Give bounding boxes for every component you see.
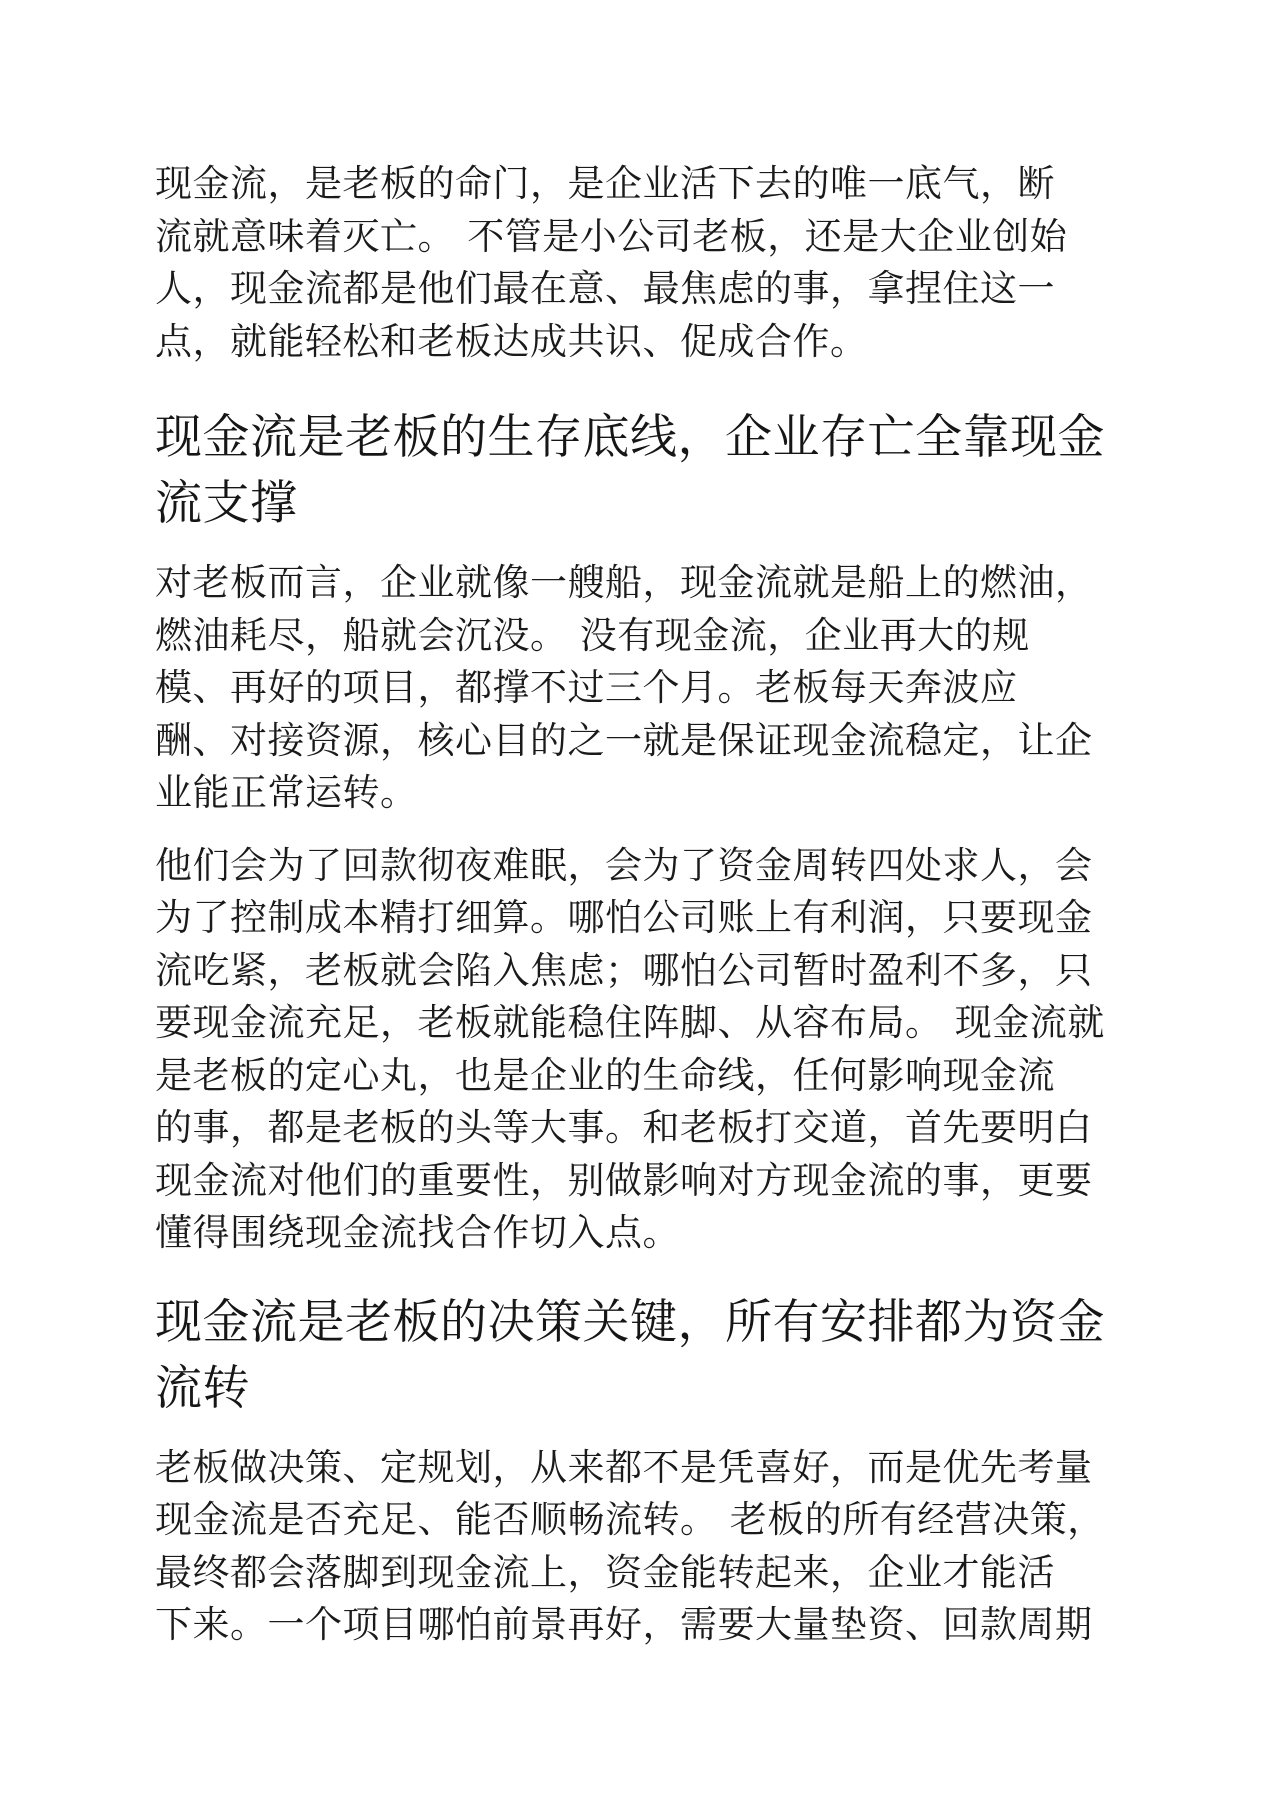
heading-line: 流转	[155, 1360, 250, 1416]
text-line: 他们会为了回款彻夜难眠，会为了资金周转四处求人，会	[155, 843, 1093, 887]
text-line: 酬、对接资源，核心目的之一就是保证现金流稳定，让企	[155, 718, 1093, 762]
intro-paragraph	[155, 158, 1115, 368]
document-page	[155, 158, 1115, 1652]
text-line: 流吃紧，老板就会陷入焦虑；哪怕公司暂时盈利不多，只	[155, 948, 1093, 992]
text-line: 为了控制成本精打细算。哪怕公司账上有利润，只要现金	[155, 896, 1093, 939]
text-line: 的事，都是老板的头等大事。和老板打交道，首先要明白	[155, 1106, 1093, 1149]
section2-paragraph-1	[155, 1442, 1115, 1652]
section-heading-survival	[155, 405, 1115, 537]
section1-paragraph-1	[155, 557, 1115, 820]
text-line: 模、再好的项目，都撑不过三个月。老板每天奔波应	[155, 666, 1018, 709]
section1-paragraph-2	[155, 840, 1115, 1260]
text-line: 现金流，是老板的命门，是企业活下去的唯一底气，断	[155, 162, 1055, 205]
heading-line: 现金流是老板的生存底线，企业存亡全靠现金	[155, 410, 1105, 465]
text-line: 现金流是否充足、能否顺畅流转。 老板的所有经营决策，	[155, 1498, 1105, 1541]
text-line: 燃油耗尽，船就会沉没。 没有现金流，企业再大的规	[155, 613, 1030, 657]
text-line: 流就意味着灭亡。 不管是小公司老板，还是大企业创始	[155, 214, 1068, 258]
text-line: 懂得围绕现金流找合作切入点。	[155, 1211, 680, 1254]
text-line: 点，就能轻松和老板达成共识、促成合作。	[155, 319, 868, 363]
heading-line: 流支撑	[155, 476, 298, 531]
text-line: 下来。一个项目哪怕前景再好，需要大量垫资、回款周期	[155, 1603, 1093, 1646]
section-heading-decision	[155, 1290, 1115, 1422]
text-line: 现金流对他们的重要性，别做影响对方现金流的事，更要	[155, 1158, 1093, 1202]
text-line: 老板做决策、定规划，从来都不是凭喜好，而是优先考量	[155, 1445, 1093, 1489]
text-line: 业能正常运转。	[155, 771, 418, 814]
text-line: 人，现金流都是他们最在意、最焦虑的事，拿捏住这一	[155, 267, 1055, 310]
text-line: 要现金流充足，老板就能稳住阵脚、从容布局。 现金流就	[155, 1001, 1105, 1044]
text-line: 是老板的定心丸，也是企业的生命线，任何影响现金流	[155, 1053, 1055, 1097]
text-line: 对老板而言，企业就像一艘船，现金流就是船上的燃油，	[155, 561, 1093, 604]
text-line: 最终都会落脚到现金流上，资金能转起来，企业才能活	[155, 1550, 1055, 1594]
heading-line: 现金流是老板的决策关键，所有安排都为资金	[155, 1294, 1105, 1350]
